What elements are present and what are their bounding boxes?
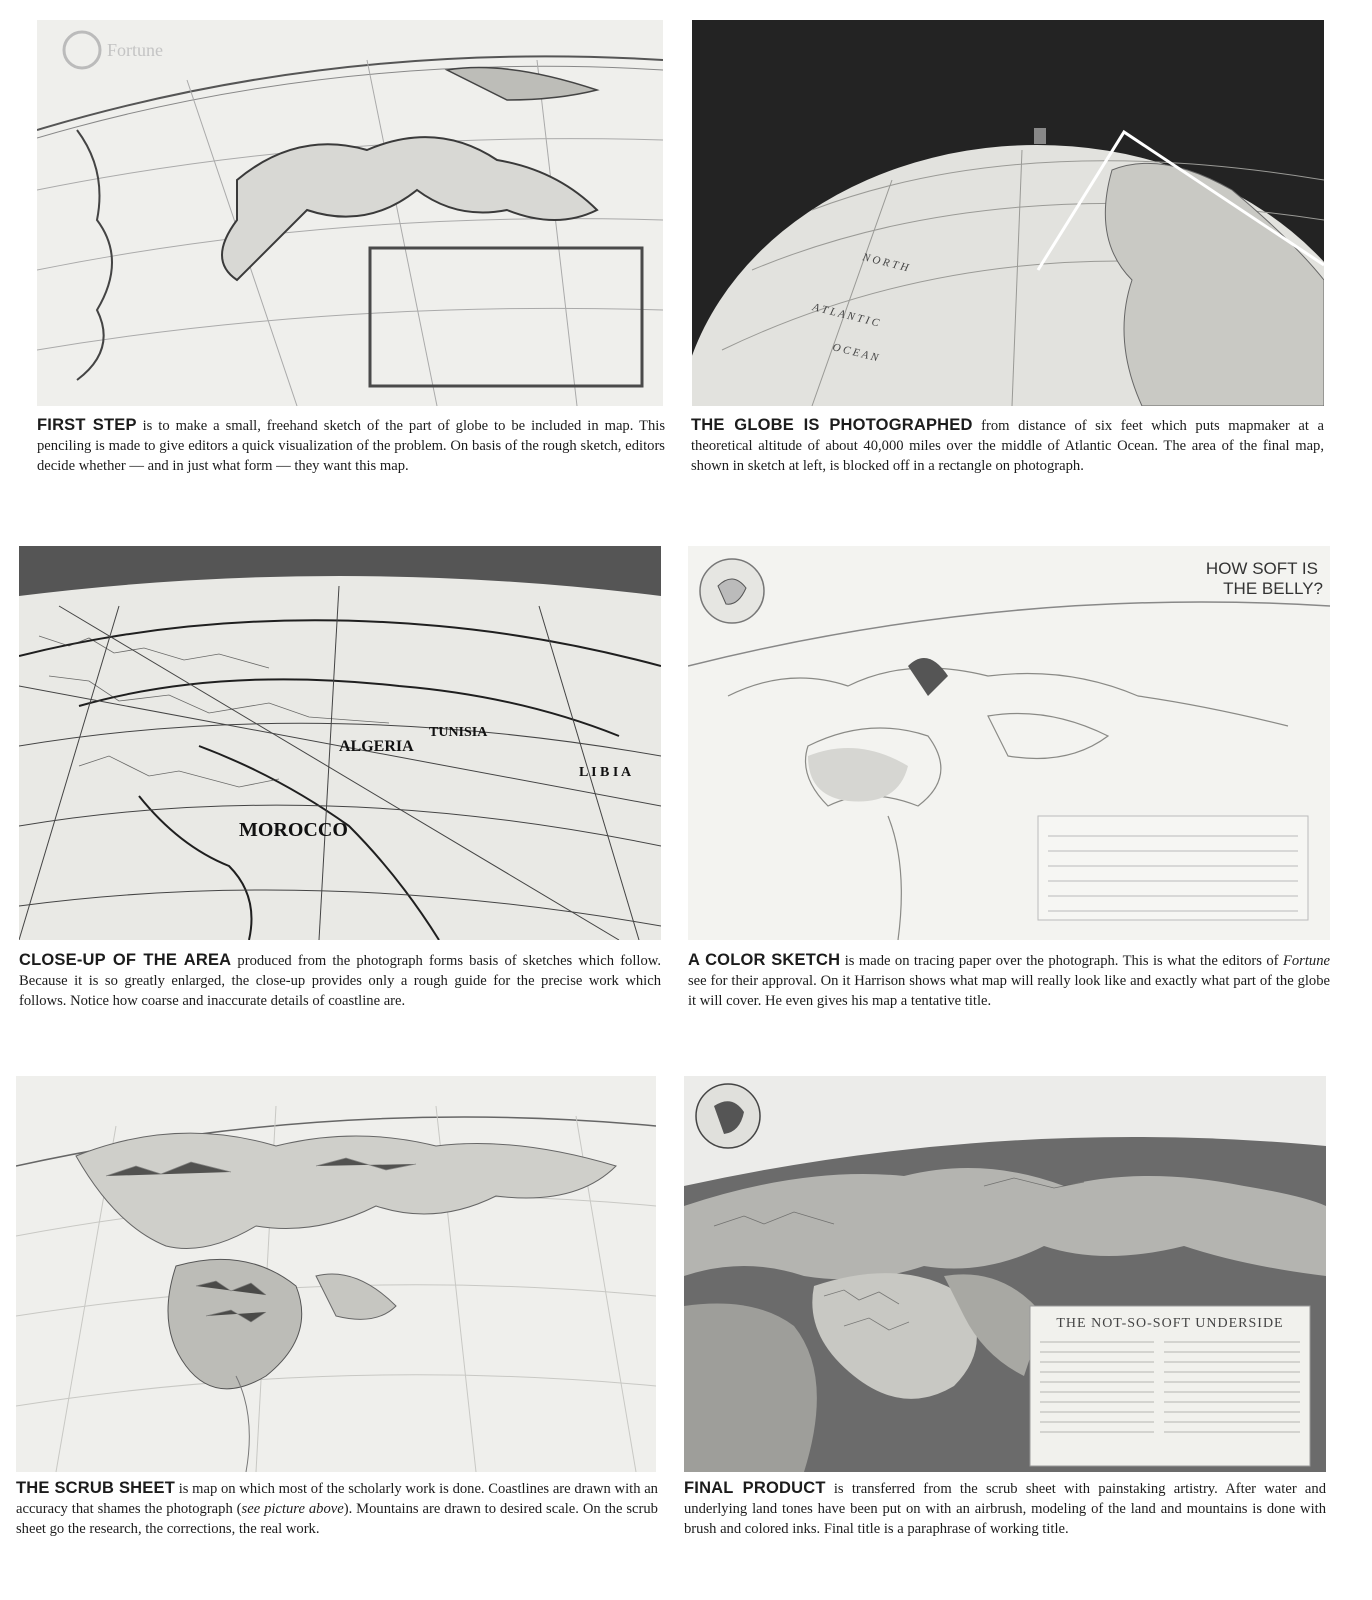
scrub-sheet-image [16,1076,656,1472]
globe-photograph-image [692,20,1324,406]
close-up-label-tunisia: TUNISIA [429,725,488,740]
fortune-watermark: Fortune [107,40,163,60]
final-product-image [684,1076,1326,1472]
scrub-sheet-caption-text-before: is map on which most of the scholarly work is done. Coastlines are drawn with an accuracy that shames the photograph ( [16,1481,658,1517]
close-up-label-algeria: ALGERIA [339,738,414,755]
close-up-label-morocco: MOROCCO [239,819,348,841]
close-up-caption [19,950,661,1011]
scrub-sheet-caption-italic: see picture above [241,1501,344,1517]
globe-label-north: N O R T H [861,251,910,275]
color-sketch-caption-text-after: see for their approval. On it Harrison shows what map will really look like and exactly what part of the globe it will cover. He even gives his map a tentative title. [688,973,1330,1009]
final-map-title: THE NOT-SO-SOFT UNDERSIDE [1056,1316,1284,1331]
first-step-caption-text: is to make a small, freehand sketch of the part of globe to be included in map. This penciling is made to give editors a quick visualization of the problem. On basis of the rough sketch, editors decide whether — and in just what form — they want this map. [37,418,665,474]
first-step-caption [37,415,665,476]
globe-photographed-caption-text: from distance of six feet which puts mapmaker at a theoretical altitude of about 40,000 miles over the middle of Atlantic Ocean. The area of the final map, shown in sketch at left, is blocked off in a rectangle on photograph. [691,418,1324,474]
first-step-caption-lead: FIRST STEP [37,416,137,434]
sketch-title-line1: HOW SOFT IS [1205,559,1318,578]
first-step-sketch-image [37,20,663,406]
color-sketch-caption [688,950,1330,1011]
close-up-caption-text: produced from the photograph forms basis of sketches which follow. Because it is so greatly enlarged, the close-up provides only a rough guide for the precise work which follows. Notice how coarse and inaccurate details of coastline are. [19,953,662,1009]
globe-photographed-caption-lead: THE GLOBE IS PHOTOGRAPHED [691,416,973,434]
color-sketch-caption-lead: A COLOR SKETCH [688,951,841,969]
color-sketch-caption-text-before: is made on tracing paper over the photograph. This is what the editors of [840,953,1283,969]
scrub-sheet-caption [16,1478,658,1539]
close-up-caption-lead: CLOSE-UP OF THE AREA [19,951,232,969]
scrub-sheet-caption-lead: THE SCRUB SHEET [16,1479,175,1497]
sketch-title-line2: THE BELLY? [1223,579,1323,598]
final-product-caption-text: is transferred from the scrub sheet with painstaking artistry. After water and underlying land tones have been put on with an airbrush, modeling of the land and mountains is done with brush and colored inks. Final title is a paraphrase of working title. [684,1481,1326,1537]
close-up-label-libia: L I B I A [579,765,632,780]
globe-label-atlantic: A T L A N T I C [811,301,881,330]
close-up-map-image [19,546,661,940]
globe-photographed-caption [691,415,1324,476]
final-product-caption-lead: FINAL PRODUCT [684,1479,826,1497]
color-sketch-image [688,546,1330,940]
scrub-sheet-caption-text-after: ). Mountains are drawn to desired scale. On the scrub sheet go the research, the corrections, the real work. [16,1501,658,1537]
globe-label-ocean: O C E A N [831,341,880,365]
color-sketch-caption-italic: Fortune [1282,953,1330,969]
final-product-caption [684,1478,1326,1539]
